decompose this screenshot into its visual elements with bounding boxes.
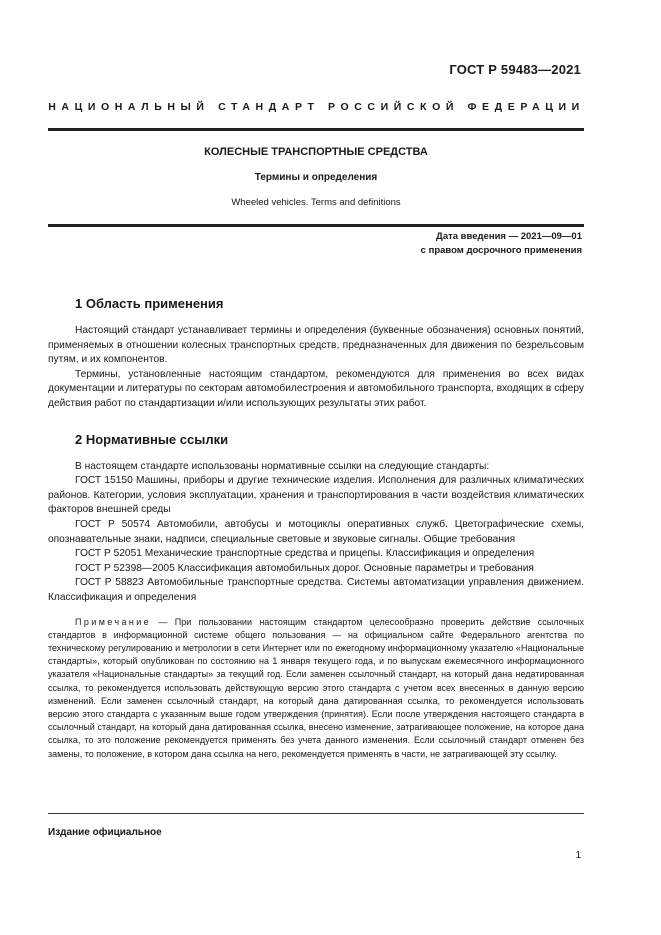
- header-rule-bottom: [48, 224, 584, 227]
- reference-item: ГОСТ 15150 Машины, приборы и другие технические изделия. Исполнения для различных климатических районов. Категории, условия эксплуатации, хранения и транспортирования в части воздействия климатических факторов внешней среды: [48, 475, 584, 516]
- references-note: [48, 616, 584, 761]
- footer-rule: [48, 813, 584, 814]
- page-number: 1: [575, 850, 581, 861]
- section-title-scope: 1 Область применения: [75, 296, 224, 311]
- early-application-note: с правом досрочного применения: [420, 245, 582, 256]
- scope-paragraph-1: Настоящий стандарт устанавливает термины и определения (буквенные обозначения) основных понятий, применяемых в отношении колесных транспортных средств, предназначенных для движения по безрельсовым путям, и их компонентов.: [48, 325, 584, 366]
- reference-item: ГОСТ Р 58823 Автомобильные транспортные средства. Системы автоматизации управления движением. Классификация и определения: [48, 577, 584, 603]
- document-code: ГОСТ Р 59483—2021: [449, 62, 581, 77]
- reference-item: ГОСТ Р 52398—2005 Классификация автомобильных дорог. Основные параметры и требования: [75, 562, 534, 574]
- document-title-english: Wheeled vehicles. Terms and definitions: [231, 197, 401, 208]
- references-intro: В настоящем стандарте использованы нормативные ссылки на следующие стандарты:: [75, 460, 490, 472]
- section-title-normative-references: 2 Нормативные ссылки: [75, 431, 229, 447]
- introduction-date: Дата введения — 2021—09—01: [436, 231, 582, 242]
- reference-item: ГОСТ Р 52051 Механические транспортные средства и прицепы. Классификация и определения: [75, 548, 535, 560]
- scope-paragraph-2: Термины, установленные настоящим стандартом, рекомендуются для применения во всех видах документации и литературы по секторам автомобилестроения и автомобильного транспорта, входящих в сферу действия работ по стандартизации и/или использующих результаты этих работ.: [48, 368, 584, 409]
- note-label: Примечание: [75, 616, 152, 627]
- document-body: [48, 296, 584, 770]
- document-title: КОЛЕСНЫЕ ТРАНСПОРТНЫЕ СРЕДСТВА: [204, 146, 428, 158]
- note-text: — При пользовании настоящим стандартом целесообразно проверить действие ссылочных стандартов в информационной системе общего пользования — на официальном сайте Федерального агентства по техническому регулированию и метрологии в сети Интернет или по ежегодному информационному указателю «Национальные стандарты», который опубликован по состоянию на 1 января текущего года, и по выпускам ежемесячного информационного указателя «Национальные стандарты» за текущий год. Если заменен ссылочный стандарт, на который дана недатированная ссылка, то рекомендуется использовать действующую версию этого стандарта с учетом всех внесенных в данную версию изменений. Если заменен ссылочный стандарт, на который дана датированная ссылка, то рекомендуется использовать версию этого стандарта с указанным выше годом утверждения (принятия). Если после утверждения настоящего стандарта в ссылочный стандарт, на который дана датированная ссылка, внесено изменение, затрагивающее положение, на которое дана ссылка, то это положение рекомендуется применять без учета данного изменения. Если ссылочный стандарт отменен без замены, то положение, в котором дана ссылка на него, рекомендуется применять в части, не затрагивающей эту ссылку.: [48, 616, 584, 759]
- document-subtitle: Термины и определения: [254, 172, 378, 183]
- official-edition-label: Издание официальное: [48, 827, 162, 838]
- national-standard-heading: НАЦИОНАЛЬНЫЙ СТАНДАРТ РОССИЙСКОЙ ФЕДЕРАЦИИ: [48, 101, 585, 113]
- introduction-date-block: [421, 230, 582, 258]
- reference-item: ГОСТ Р 50574 Автомобили, автобусы и мотоциклы оперативных служб. Цветографические схемы, опознавательные знаки, надписи, специальные световые и звуковые сигналы. Общие требования: [48, 518, 584, 545]
- header-rule-top: [48, 128, 584, 131]
